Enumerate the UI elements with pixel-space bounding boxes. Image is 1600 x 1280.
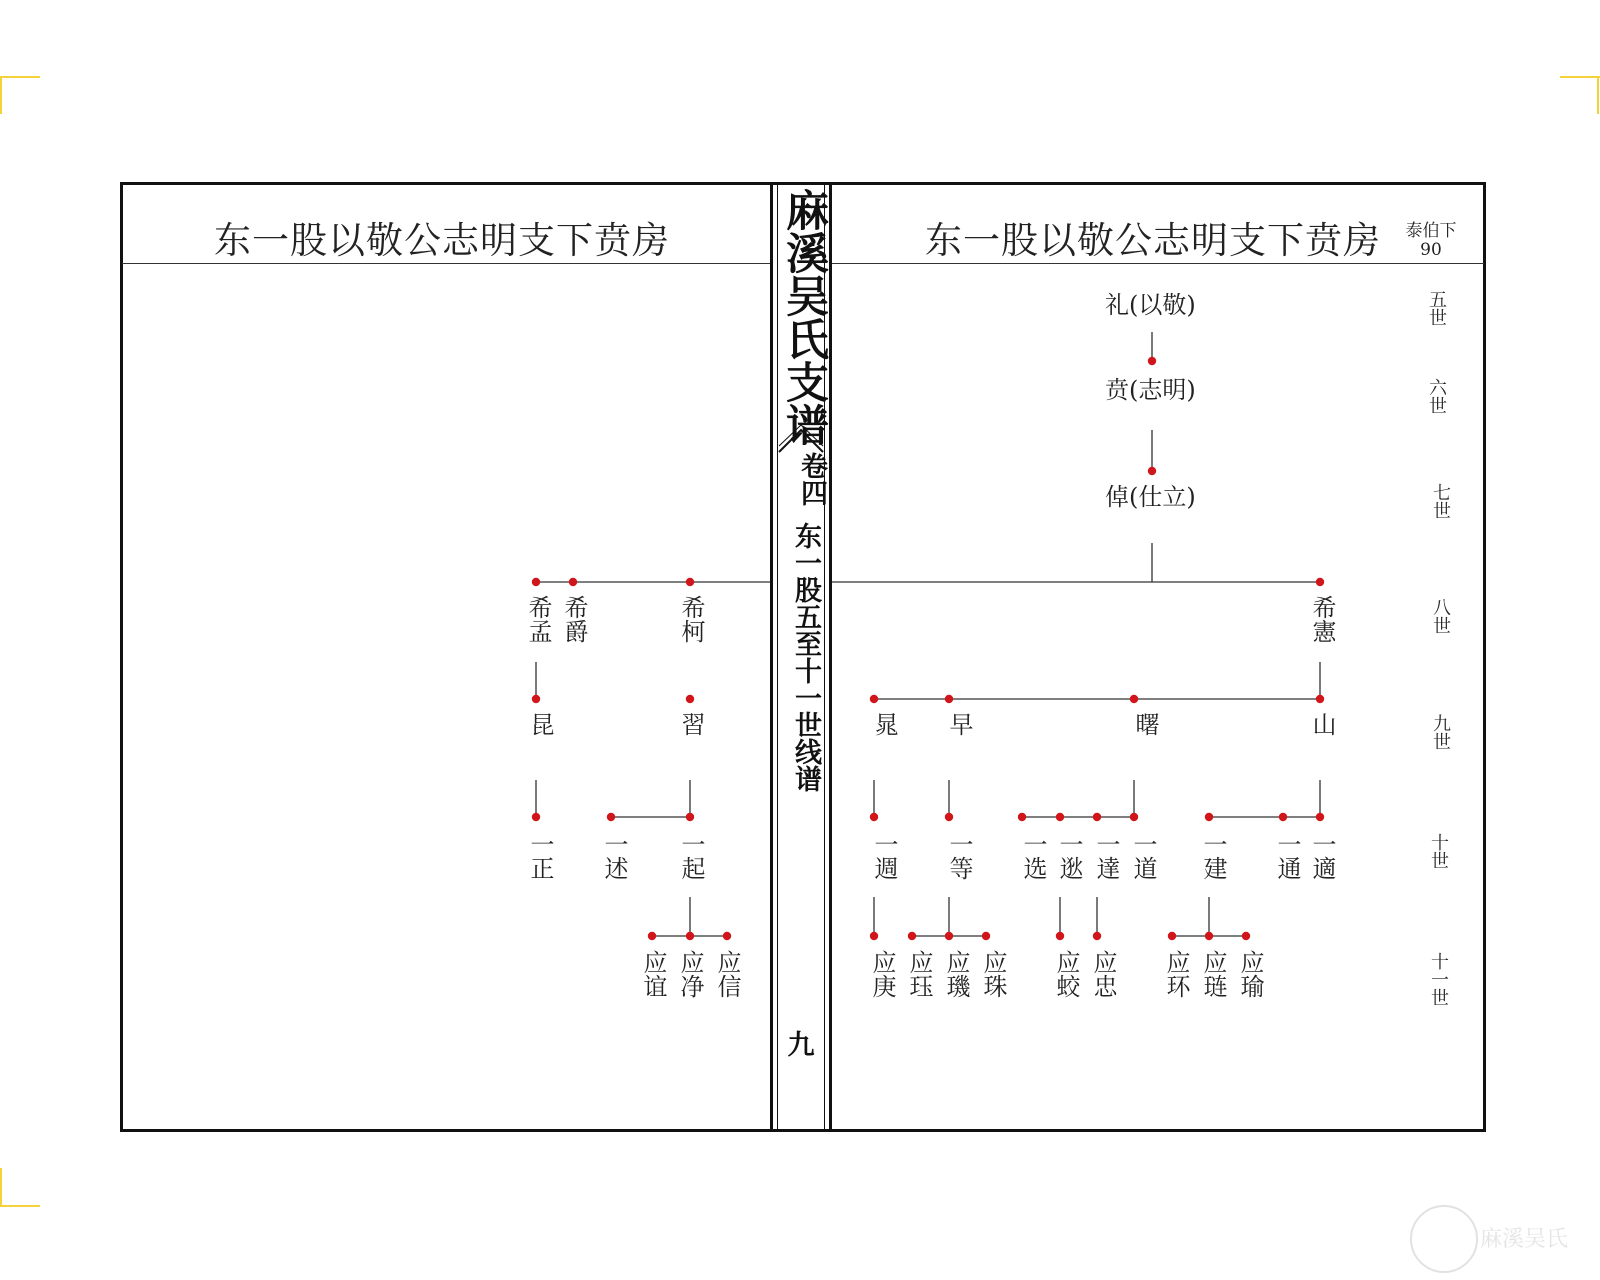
generation-label-11: 十一世 xyxy=(1428,952,1449,1006)
person-g10: 一達 xyxy=(1092,832,1120,880)
person-g10: 一述 xyxy=(600,832,628,880)
lineage-node xyxy=(532,578,540,586)
person-g11: 应净 xyxy=(676,950,704,998)
lineage-node xyxy=(870,813,878,821)
lineage-node xyxy=(532,813,540,821)
generation-label-6: 六世 xyxy=(1426,378,1447,414)
lineage-node xyxy=(1148,357,1156,365)
person-g11: 应环 xyxy=(1162,950,1190,998)
generation-label-9: 九世 xyxy=(1430,714,1451,750)
person-g9: 早 xyxy=(945,712,973,736)
lineage-node xyxy=(723,932,731,940)
generation-label-7: 七世 xyxy=(1430,483,1451,519)
person-g11: 应谊 xyxy=(639,950,667,998)
person-g8: 希爵 xyxy=(560,595,588,643)
lineage-node xyxy=(686,813,694,821)
section-title: 东一股五至十一世线谱 xyxy=(790,522,821,792)
lineage-node xyxy=(532,695,540,703)
lineage-node xyxy=(686,932,694,940)
person-g8: 希憲 xyxy=(1308,595,1336,643)
lineage-node xyxy=(686,695,694,703)
person-g10: 一等 xyxy=(945,832,973,880)
person-g11: 应忠 xyxy=(1089,950,1117,998)
lineage-node xyxy=(1093,932,1101,940)
generation-label-5: 五世 xyxy=(1426,290,1447,326)
lineage-node xyxy=(1205,813,1213,821)
lineage-node xyxy=(945,813,953,821)
lineage-node xyxy=(1316,578,1324,586)
volume-label: 卷四 xyxy=(796,452,827,506)
lineage-node xyxy=(686,578,694,586)
generation-label-10: 十世 xyxy=(1428,833,1449,869)
person-g9: 習 xyxy=(677,712,705,736)
ancestor-g6: 贲(志明) xyxy=(1105,376,1196,404)
person-g11: 应蛟 xyxy=(1052,950,1080,998)
left-page-title: 东一股以敬公志明支下贲房 xyxy=(214,219,670,262)
person-g11: 应珠 xyxy=(979,950,1007,998)
lineage-node xyxy=(648,932,656,940)
lineage-node xyxy=(1018,813,1026,821)
lineage-node xyxy=(1148,467,1156,475)
generation-label-8: 八世 xyxy=(1430,598,1451,634)
watermark-text: 麻溪吴氏 xyxy=(1480,1227,1569,1252)
lineage-node xyxy=(1316,813,1324,821)
person-g9: 晁 xyxy=(870,712,898,736)
person-g8: 希柯 xyxy=(677,595,705,643)
person-g9: 山 xyxy=(1308,712,1336,736)
person-g10: 一道 xyxy=(1129,832,1157,880)
lineage-node xyxy=(569,578,577,586)
person-g11: 应信 xyxy=(713,950,741,998)
lineage-node xyxy=(1205,932,1213,940)
lineage-node xyxy=(982,932,990,940)
person-g9: 曙 xyxy=(1131,712,1159,736)
lineage-node xyxy=(607,813,615,821)
lineage-node xyxy=(1093,813,1101,821)
lineage-node xyxy=(1168,932,1176,940)
lineage-node xyxy=(908,932,916,940)
person-g10: 一建 xyxy=(1199,832,1227,880)
ancestor-g5: 礼(以敬) xyxy=(1105,291,1196,319)
person-g8: 希孟 xyxy=(524,595,552,643)
person-g10: 一起 xyxy=(677,832,705,880)
person-g10: 一適 xyxy=(1308,832,1336,880)
watermark-seal xyxy=(1410,1205,1478,1273)
person-g11: 应瑜 xyxy=(1236,950,1264,998)
person-g10: 一选 xyxy=(1019,832,1047,880)
page-reference-book: 泰伯下 xyxy=(1405,221,1457,241)
ancestor-g7: 倬(仕立) xyxy=(1105,483,1196,511)
lineage-node xyxy=(870,932,878,940)
person-g11: 应庚 xyxy=(868,950,896,998)
lineage-node xyxy=(1242,932,1250,940)
lineage-node xyxy=(1130,695,1138,703)
person-g10: 一正 xyxy=(526,832,554,880)
lineage-node xyxy=(945,695,953,703)
person-g11: 应珏 xyxy=(905,950,933,998)
person-g11: 应琏 xyxy=(1199,950,1227,998)
person-g11: 应璣 xyxy=(942,950,970,998)
lineage-node xyxy=(945,932,953,940)
lineage-node xyxy=(1130,813,1138,821)
right-page-title: 东一股以敬公志明支下贲房 xyxy=(925,219,1381,262)
page-number: 九 xyxy=(787,1030,815,1061)
lineage-node xyxy=(1056,813,1064,821)
person-g9: 昆 xyxy=(526,712,554,736)
book-title: 麻溪吴氏支谱 xyxy=(779,188,829,446)
page-reference-number: 90 xyxy=(1420,240,1442,260)
lineage-node xyxy=(1056,932,1064,940)
lineage-node xyxy=(1279,813,1287,821)
person-g10: 一通 xyxy=(1273,832,1301,880)
person-g10: 一週 xyxy=(870,832,898,880)
person-g10: 一逖 xyxy=(1055,832,1083,880)
lineage-node xyxy=(870,695,878,703)
lineage-node xyxy=(1316,695,1324,703)
